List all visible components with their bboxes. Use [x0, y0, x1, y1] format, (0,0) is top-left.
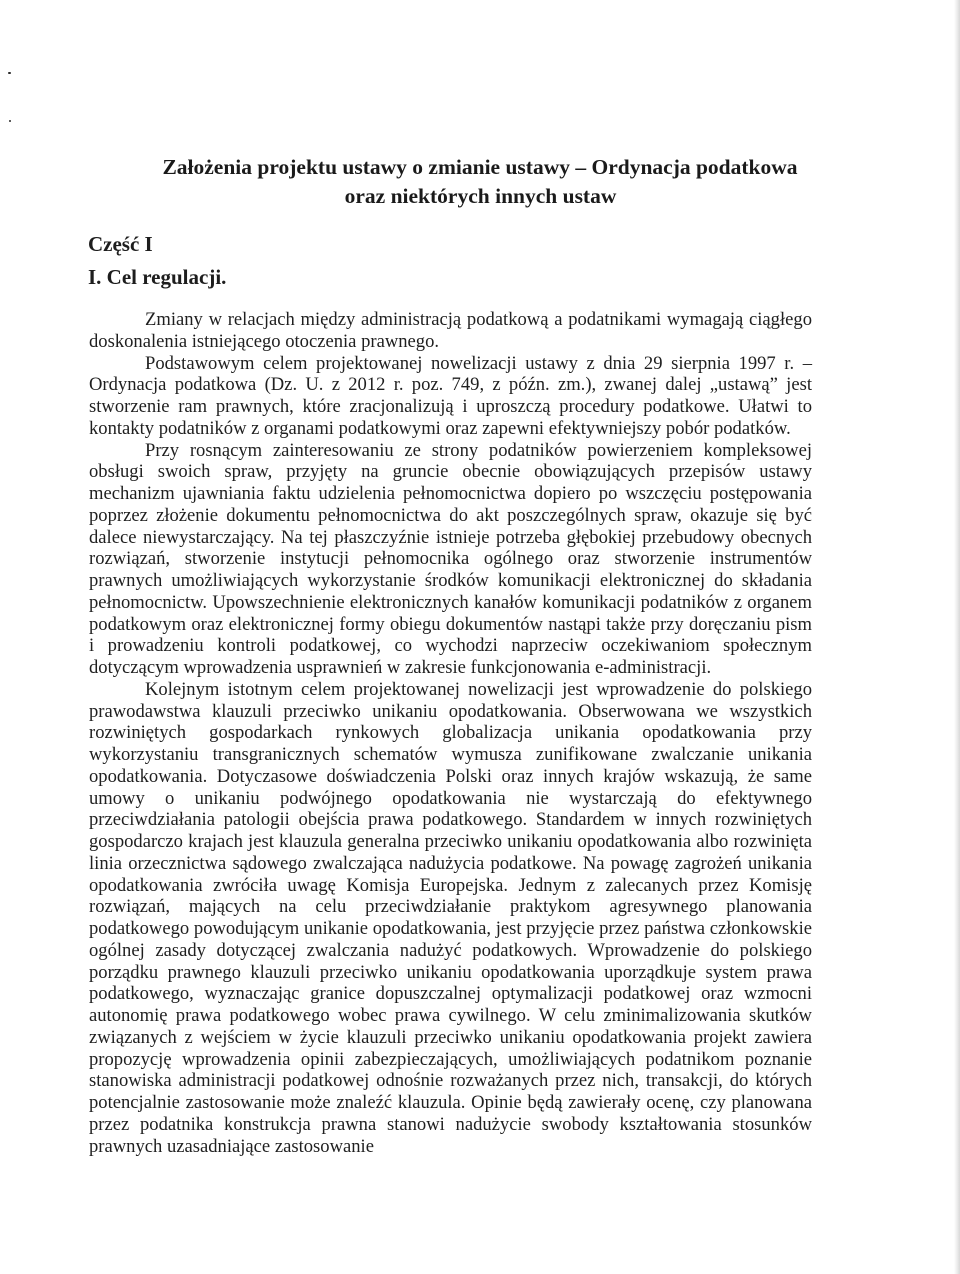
paragraph: Zmiany w relacjach między administracją podatkową a podatnikami wymagają ciągłego doskonalenia istniejącego otoczenia prawnego. — [89, 309, 812, 352]
document-title-line-1: Założenia projektu ustawy o zmianie ustawy – Ordynacja podatkowa — [162, 155, 798, 179]
document-body — [89, 309, 812, 1157]
paragraph: Podstawowym celem projektowanej nowelizacji ustawy z dnia 29 sierpnia 1997 r. – Ordynacja podatkowa (Dz. U. z 2012 r. poz. 749, z późn. zm.), zwanej dalej „ustawą” jest stworzenie ram prawnych, które zracjonalizują i uproszczą procedury podatkowe. Ułatwi to kontakty podatników z organami podatkowymi oraz zapewni efektywniejszy pobór podatków. — [89, 352, 812, 439]
paragraph: Przy rosnącym zainteresowaniu ze strony podatników powierzeniem kompleksowej obsługi swoich spraw, przyjęty na gruncie obecnie obowiązujących przepisów ustawy mechanizm ujawniania faktu udzielenia pełnomocnictwa dopiero po wszczęciu postępowania poprzez złożenie dokumentu pełnomocnictwa do akt poszczególnych spraw, okazuje się być dalece niewystarczający. Na tej płaszczyźnie istnieje potrzeba głębokiej przebudowy obecnych rozwiązań, stworzenie instytucji pełnomocnika ogólnego oraz stworzenie instrumentów prawnych umożliwiających wykorzystanie środków komunikacji elektronicznej do składania pełnomocnictw. Upowszechnienie elektronicznych kanałów komunikacji podatników z organem podatkowym oraz elektronicznej formy obiegu dokumentów nastąpi także przy doręczaniu pism i prowadzeniu kontroli podatkowej, co wychodzi naprzeciw oczekiwaniom społecznym dotyczącym wprowadzenia usprawnień w zakresie funkcjonowania e-administracji. — [89, 439, 812, 678]
scan-speck — [9, 120, 11, 122]
scan-speck — [8, 72, 11, 74]
section-heading: I. Cel regulacji. — [88, 265, 227, 289]
document-title-line-2: oraz niektórych innych ustaw — [344, 184, 617, 208]
paragraph: Kolejnym istotnym celem projektowanej nowelizacji jest wprowadzenie do polskiego prawodawstwa klauzuli przeciwko unikaniu opodatkowania. Obserwowana we wszystkich rozwiniętych gospodarkach rynkowych globalizacja unikania opodatkowania przy wykorzystaniu transgranicznych schematów wymusza zunifikowane zwalczanie unikania opodatkowania. Dotyczasowe doświadczenia Polski oraz innych krajów wskazują, że same umowy o unikaniu podwójnego opodatkowania nie wystarczają do efektywnego przeciwdziałania patologii obejścia prawa podatkowego. Standardem w innych rozwiniętych gospodarczo krajach jest klauzula generalna przeciwko unikaniu opodatkowania albo rozwinięta linia orzecznictwa sądowego zwalczająca nadużycia podatkowe. Na powagę zagrożeń unikania opodatkowania zwróciła uwagę Komisja Europejska. Jednym z zalecanych przez Komisję rozwiązań, mających na celu przeciwdziałanie praktykom agresywnego planowania podatkowego powodującym unikanie opodatkowania, jest przyjęcie przez państwa członkowskie ogólnej zasady dotyczącej zwalczania nadużyć podatkowych. Wprowadzenie do polskiego porządku prawnego klauzuli przeciwko unikaniu opodatkowania uporządkuje system prawa podatkowego, wyznaczając granice dopuszczalnej optymalizacji podatkowej oraz wzmocni autonomię prawa podatkowego wobec prawa cywilnego. W celu zminimalizowania skutków związanych z wejściem w życie klauzuli przeciwko unikaniu opodatkowania projekt zawiera propozycję wprowadzenia opinii zabezpieczających, umożliwiających podatnikom poznanie stanowiska administracji podatkowej odnośnie rozważanych przez nich, transakcji, do których potencjalnie zastosowanie może znaleźć klauzula. Opinie będą zawierały ocenę, czy planowana przez podatnika konstrukcja prawna stanowi nadużycie swobody kształtowania stosunków prawnych uzasadniające zastosowanie — [89, 678, 812, 1157]
part-heading: Część I — [88, 232, 153, 256]
document-title — [0, 153, 960, 211]
